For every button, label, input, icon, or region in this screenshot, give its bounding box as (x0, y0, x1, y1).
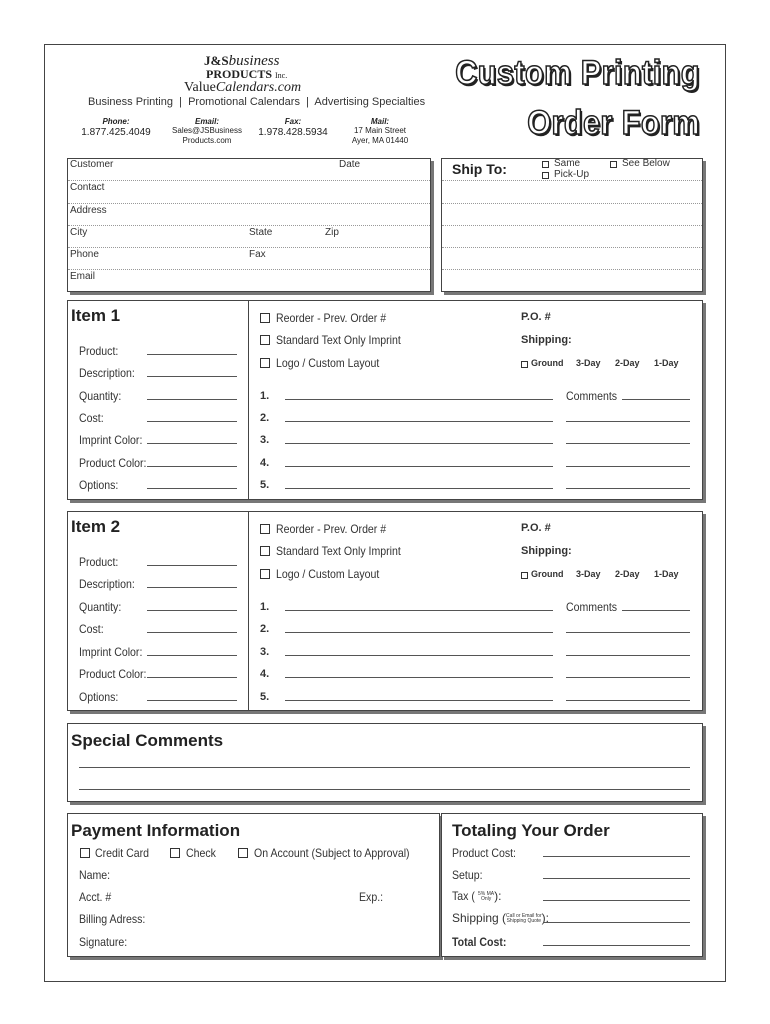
signature-label[interactable]: Signature: (79, 935, 128, 949)
item2-shipping-label: Shipping: (521, 545, 572, 557)
item2-description-line[interactable] (147, 587, 237, 588)
item2-logo-custom-label: Logo / Custom Layout (276, 567, 380, 581)
item2-imprint-color-label: Imprint Color: (79, 645, 143, 659)
address-field[interactable]: Address (70, 205, 107, 216)
item2-line-4[interactable] (285, 677, 553, 678)
phone-field[interactable]: Phone (70, 249, 99, 260)
item2-3day-label[interactable]: 3-Day (576, 569, 601, 579)
total-cost-line[interactable] (543, 945, 690, 946)
contact-value: Products.com (182, 136, 232, 145)
ship-see-below-label: See Below (622, 158, 670, 169)
special-comments-line-1[interactable] (79, 767, 690, 768)
item2-logo-custom-checkbox[interactable] (260, 569, 270, 579)
email-field[interactable]: Email (70, 271, 96, 282)
on-account-label: On Account (Subject to Approval) (254, 846, 410, 860)
item1-logo-custom-checkbox[interactable] (260, 358, 270, 368)
item1-standard-text-checkbox[interactable] (260, 335, 270, 345)
item1-line-2[interactable] (285, 421, 553, 422)
item1-product-label: Product: (79, 344, 119, 358)
product-cost-line[interactable] (543, 856, 690, 857)
contact-label: Email: (194, 117, 219, 126)
ship-same-label: Same (554, 158, 581, 169)
name-label[interactable]: Name: (79, 868, 111, 882)
logo-products: PRODUCTS (206, 67, 273, 81)
item2-cost-label: Cost: (79, 622, 104, 636)
item2-standard-text-label: Standard Text Only Imprint (276, 544, 401, 558)
item2-reorder-label: Reorder - Prev. Order # (276, 522, 387, 536)
item2-quantity-label: Quantity: (79, 600, 122, 614)
item1-3day-label[interactable]: 3-Day (576, 358, 601, 368)
ship-to-title: Ship To: (452, 161, 507, 177)
logo-calendars: Calendars.com (215, 80, 302, 95)
item2-line-5[interactable] (285, 700, 553, 701)
check-checkbox[interactable] (170, 848, 180, 858)
item1-comments-label: Comments (566, 389, 618, 403)
item2-description-label: Description: (79, 577, 135, 591)
item1-ground-checkbox[interactable] (521, 361, 528, 368)
item2-line-3[interactable] (285, 655, 553, 656)
item2-line-1[interactable] (285, 610, 553, 611)
item1-num-5: 5. (260, 479, 270, 491)
tax-line[interactable] (543, 900, 690, 901)
form-title-line1: Custom Printing (455, 54, 700, 92)
item1-standard-text-label: Standard Text Only Imprint (276, 333, 401, 347)
item2-comments-label: Comments (566, 600, 618, 614)
tax-label: Tax ( 5% MA Only ): (452, 889, 502, 903)
acct-label[interactable]: Acct. # (79, 890, 112, 904)
credit-card-checkbox[interactable] (80, 848, 90, 858)
item1-quantity-label: Quantity: (79, 389, 122, 403)
logo-business: business (228, 53, 280, 69)
customer-field[interactable]: Customer (70, 159, 114, 170)
contact-column (330, 117, 430, 146)
contact-value: Ayer, MA 01440 (351, 136, 409, 145)
city-field[interactable]: City (70, 227, 88, 238)
item2-options-label: Options: (79, 690, 119, 704)
item2-product-label: Product: (79, 555, 119, 569)
item2-2day-label[interactable]: 2-Day (615, 569, 640, 579)
contact-value: 1.877.425.4049 (81, 127, 151, 138)
item1-reorder-label: Reorder - Prev. Order # (276, 311, 387, 325)
contact-value: Sales@JSBusiness (172, 126, 242, 135)
item2-standard-text-checkbox[interactable] (260, 546, 270, 556)
billing-address-label[interactable]: Billing Adress: (79, 912, 146, 926)
totals-title: Totaling Your Order (452, 821, 610, 840)
item2-num-1: 1. (260, 601, 270, 613)
item2-1day-label[interactable]: 1-Day (654, 569, 679, 579)
item1-options-line[interactable] (147, 488, 237, 489)
item1-product-color-line[interactable] (147, 466, 237, 467)
item1-description-label: Description: (79, 366, 135, 380)
zip-field[interactable]: Zip (325, 227, 339, 238)
item1-num-1: 1. (260, 390, 270, 402)
state-field[interactable]: State (249, 227, 273, 238)
special-comments-title: Special Comments (71, 731, 224, 750)
item1-reorder-checkbox[interactable] (260, 313, 270, 323)
item1-cost-label: Cost: (79, 411, 104, 425)
contact-value: 1.978.428.5934 (258, 127, 328, 138)
company-tagline: Business Printing | Promotional Calendars | Advertising Specialties (88, 96, 426, 108)
payment-info-title: Payment Information (71, 821, 241, 840)
item2-line-2[interactable] (285, 632, 553, 633)
shipping-line[interactable] (543, 922, 690, 923)
form-title-line2: Order Form (527, 104, 700, 142)
item2-ground-checkbox[interactable] (521, 572, 528, 579)
shipping-label: Shipping (Call or Email for Shipping Quote): (452, 911, 549, 925)
product-cost-label: Product Cost: (452, 846, 516, 860)
logo-value: Value (184, 80, 216, 95)
item1-line-1[interactable] (285, 399, 553, 400)
fax-field[interactable]: Fax (249, 249, 266, 260)
item1-num-2: 2. (260, 412, 270, 424)
credit-card-label: Credit Card (95, 846, 149, 860)
item1-options-label: Options: (79, 478, 119, 492)
item1-product-line[interactable] (147, 354, 237, 355)
setup-line[interactable] (543, 878, 690, 879)
item1-quantity-line[interactable] (147, 399, 237, 400)
item2-product-color-line[interactable] (147, 677, 237, 678)
item2-num-2: 2. (260, 623, 270, 635)
item1-shipping-label: Shipping: (521, 334, 572, 346)
ship-same-checkbox[interactable] (542, 161, 549, 168)
company-logo (184, 52, 320, 96)
item1-product-color-label: Product Color: (79, 456, 147, 470)
item2-product-line[interactable] (147, 565, 237, 566)
exp-label[interactable]: Exp.: (359, 890, 384, 904)
on-account-checkbox[interactable] (238, 848, 248, 858)
item1-num-4: 4. (260, 457, 270, 469)
item2-imprint-color-line[interactable] (147, 655, 237, 656)
item1-cost-line[interactable] (147, 421, 237, 422)
item1-description-line[interactable] (147, 376, 237, 377)
item1-po-label: P.O. # (521, 311, 551, 323)
item1-imprint-color-line[interactable] (147, 443, 237, 444)
item1-logo-custom-label: Logo / Custom Layout (276, 356, 380, 370)
contact-value: 17 Main Street (353, 126, 407, 135)
contact-label: Mail: (370, 117, 390, 126)
item2-num-4: 4. (260, 668, 270, 680)
logo-js: J&S (204, 53, 229, 68)
item1-ground-label: Ground (531, 358, 564, 368)
item2-num-3: 3. (260, 646, 270, 658)
item2-po-label: P.O. # (521, 522, 551, 534)
item2-options-line[interactable] (147, 700, 237, 701)
item1-line-4[interactable] (285, 466, 553, 467)
item1-imprint-color-label: Imprint Color: (79, 433, 143, 447)
contact-label: Fax: (284, 117, 302, 126)
item1-num-3: 3. (260, 434, 270, 446)
contact-column (66, 117, 166, 138)
ship-see-below-checkbox[interactable] (610, 161, 617, 168)
contact-column (157, 117, 257, 146)
item2-cost-line[interactable] (147, 632, 237, 633)
date-field[interactable]: Date (339, 159, 361, 170)
item2-quantity-line[interactable] (147, 610, 237, 611)
ship-pickup-label: Pick-Up (554, 169, 590, 180)
item2-num-5: 5. (260, 691, 270, 703)
item2-product-color-label: Product Color: (79, 667, 147, 681)
contact-field[interactable]: Contact (70, 182, 105, 193)
check-label: Check (186, 846, 216, 860)
item1-1day-label[interactable]: 1-Day (654, 358, 679, 368)
special-comments-line-2[interactable] (79, 789, 690, 790)
total-cost-label: Total Cost: (452, 935, 507, 949)
item2-reorder-checkbox[interactable] (260, 524, 270, 534)
item1-2day-label[interactable]: 2-Day (615, 358, 640, 368)
item2-ground-label: Ground (531, 569, 564, 579)
ship-pickup-checkbox[interactable] (542, 172, 549, 179)
item1-line-5[interactable] (285, 488, 553, 489)
item2-title: Item 2 (71, 517, 121, 536)
logo-inc: Inc. (275, 71, 288, 80)
contact-label: Phone: (102, 117, 130, 126)
item1-line-3[interactable] (285, 443, 553, 444)
setup-label: Setup: (452, 868, 483, 882)
item1-title: Item 1 (71, 306, 121, 325)
contact-column (243, 117, 343, 138)
